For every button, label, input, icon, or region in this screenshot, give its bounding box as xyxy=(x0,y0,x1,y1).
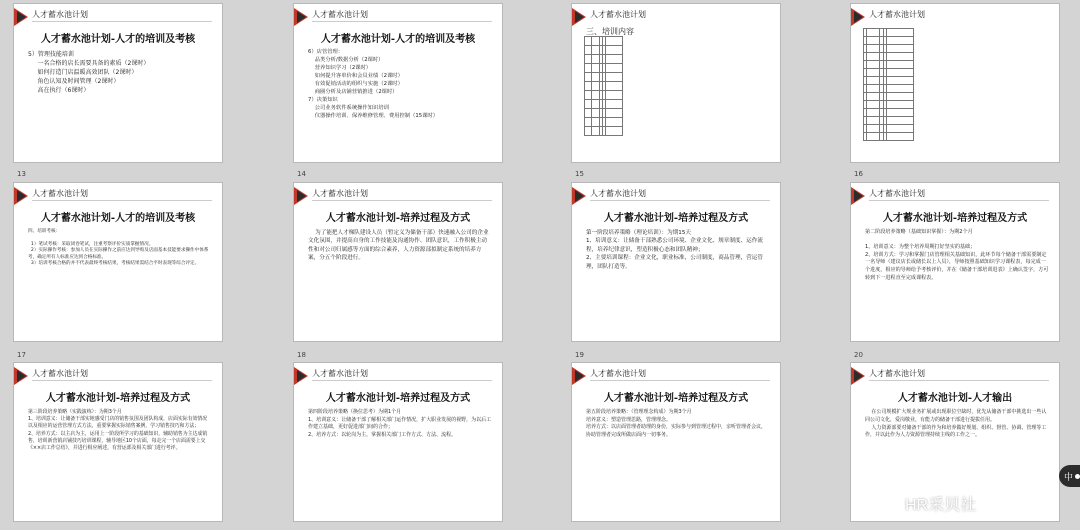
slide-number: 20 xyxy=(854,351,863,359)
slide-header: 人才蓄水池计划 xyxy=(590,10,646,19)
slide-title: 人才蓄水池计划-人才输出 xyxy=(897,393,1013,404)
divider xyxy=(32,200,212,201)
slide-thumbnail-13[interactable] xyxy=(13,182,223,342)
slide-thumbnail-12[interactable] xyxy=(850,3,1060,163)
slide-thumbnail-15[interactable] xyxy=(571,182,781,342)
slide-number: 19 xyxy=(575,351,584,359)
input-method-badge[interactable] xyxy=(1059,465,1080,487)
slide-title: 人才蓄水池计划-培养过程及方式 xyxy=(325,213,471,224)
dark-triangle-icon xyxy=(575,11,584,23)
divider xyxy=(312,21,492,22)
divider xyxy=(312,380,492,381)
dark-triangle-icon xyxy=(297,370,306,382)
slide-title: 人才蓄水池计划-培养过程及方式 xyxy=(325,393,471,404)
slide-body: 为了能把人才梯队建设人员（暂定义为储备干部）快速融入公司的企业文化氛围，并提高自身的工作技能及沟通协作、团队意识，工作积极主动性和对公司归属感等方面的综合素养，人力资源部拟制定系统的培养方案，分五个阶段进行。 xyxy=(308,230,489,262)
slide-title: 人才蓄水池计划-人才的培训及考核 xyxy=(320,34,476,45)
slide-thumbnail-16[interactable] xyxy=(850,182,1060,342)
divider xyxy=(590,380,770,381)
slide-title: 人才蓄水池计划-培养过程及方式 xyxy=(45,393,191,404)
slide-body: 第二阶段培养策略（基础知识掌握）：为期2个月 1、培训意义：为整个培养周期打好坚实的基础； 2、培训方式：学习和掌握门店管理相关基础知识，此环节每个储备干部需要制定一名导师（建议店长或储长以上人员），导师按照基础知识学习课程表，每完成一个进度，相应的导师给予考核评价，并在《储备干部培训进表》上确认签字，方可转到下一进程直至完成课程表。 xyxy=(865,229,1049,281)
slide-header: 人才蓄水池计划 xyxy=(590,189,646,198)
dark-triangle-icon xyxy=(17,190,26,202)
slide-header: 人才蓄水池计划 xyxy=(312,369,368,378)
slide-body: 在公司规模扩大规业务扩展或出现职位空缺时，优先从储备干部中挑选出一些认同公司文化，爱岗敬业，有能力的储备干部进行提拔任用。 人力资源部要对储备干部的作为和培养做好规划、组织、督管、协调、管理等工作，并以此作为人力资源管理持续主线的工作之一。 xyxy=(865,409,1047,439)
slide-subtitle: 三、培训内容 xyxy=(586,27,634,36)
slide-body: 四、培训考核： 1）笔试考核：采取闭卷笔试，注重考察评价实质掌握情况。 2）实际操作考核：参加人员在实际操作之前应达到导购及店面基本技能要求操作中体系考，确定所有人标准应达到合格标准。 3）培训考核合格的并不代表最终考核结果，考核结果需结合平时表现等综合评定。 xyxy=(28,229,209,267)
slide-body: 第三阶段培养策略（实践演练）：为期3个月 1、培训意义：让储备干部实地感受门店的销售氛围及团队构成，店面实际有效情况以及相应的运营管理方式方法，重要掌握实际销售案例，学习销售技巧和方法； 2、培养方式：以主店为主，运用上一阶段所学习的基础知识，辅助销售为主达成销售，培训新营销店铺技巧培训课程，辅导地区10个店面，每走完一个店面需要上交《××店工作总结》，并进行相应阐述，有营运部及相关部门进行考评。 xyxy=(28,409,208,452)
slide-body: 5）管理技能培训 一名合格的店长需要具备的素质（2课时） 如何打造门店温暖高效团队（2课时） 角色认知及时间管理（2课时） 高在执行（6课时） xyxy=(28,51,150,94)
divider xyxy=(312,200,492,201)
divider xyxy=(32,21,212,22)
slide-thumbnail-9[interactable] xyxy=(13,3,223,163)
divider xyxy=(590,200,770,201)
slide-thumbnail-14[interactable] xyxy=(293,182,503,342)
slide-number: 17 xyxy=(17,351,26,359)
slide-header: 人才蓄水池计划 xyxy=(869,10,925,19)
slide-header: 人才蓄水池计划 xyxy=(32,189,88,198)
divider xyxy=(869,200,1049,201)
slide-body: 第五阶段培养策略：（管理理念构成）为期3个月 培养意义：塑造管理思路，管理理念。 培养方式：以店面管理者助理的身份，实际参与到管理过程中，亲听管理者会议，协助管理者完成所做店面内一切事务。 xyxy=(586,409,767,438)
slide-number: 16 xyxy=(854,170,863,178)
dot-icon xyxy=(1075,474,1080,479)
slide-title: 人才蓄水池计划-人才的培训及考核 xyxy=(40,34,196,45)
dark-triangle-icon xyxy=(575,190,584,202)
dark-triangle-icon xyxy=(17,11,26,23)
slide-thumbnail-17[interactable] xyxy=(13,362,223,522)
slide-header: 人才蓄水池计划 xyxy=(869,189,925,198)
slide-number: 14 xyxy=(297,170,306,178)
dark-triangle-icon xyxy=(297,11,306,23)
slide-thumbnail-11[interactable] xyxy=(571,3,781,163)
slide-title: 人才蓄水池计划-培养过程及方式 xyxy=(882,213,1028,224)
training-table xyxy=(584,36,623,136)
slide-body: 6）店管管理： 品类分析/数据分析（2课时） 营养知识学习（2课时） 如何提升客单价和会员业绩（2课时） 有效促销活动的组织与实施（2课时） 商圈分析及店铺营销推进（2课时） 7）决策知识 公司业务软件系统操作知识培训 仪器操作培训、保养维修管理、费用控制（15课时） xyxy=(308,49,439,119)
slide-number: 18 xyxy=(297,351,306,359)
training-table xyxy=(863,28,914,141)
slide-body: 第一阶段培养策略（理论培训）：为期15天 1、培训意义：让储备干部熟悉公司环境、企业文化、规章制度、运作流程，培养纪律意识，塑造积极心态和团队精神； 2、主要培训课程：企业文化，职业标准，公司制度，商品管理，营运管理，团队打造等。 xyxy=(586,230,763,270)
wechat-logo-icon xyxy=(880,494,900,510)
watermark-text: HR采贝社 xyxy=(905,497,977,514)
dark-triangle-icon xyxy=(575,370,584,382)
dark-triangle-icon xyxy=(297,190,306,202)
slide-header: 人才蓄水池计划 xyxy=(312,189,368,198)
dark-triangle-icon xyxy=(854,11,863,23)
slide-header: 人才蓄水池计划 xyxy=(869,369,925,378)
divider xyxy=(32,380,212,381)
slide-title: 人才蓄水池计划-培养过程及方式 xyxy=(603,393,749,404)
slide-body: 第四阶段培养策略（换位思考）为期1个月 1、培训意义：让储备干部了解相关部门运作情况，扩大职业发展的视野，为以后工作建立基础，更好促进部门间的合作； 2、培养方式：以轮岗为主，掌握相关部门工作方式、方法、流程。 xyxy=(308,409,492,438)
slide-number: 15 xyxy=(575,170,584,178)
slide-header: 人才蓄水池计划 xyxy=(32,10,88,19)
slide-title: 人才蓄水池计划-人才的培训及考核 xyxy=(40,213,196,224)
slide-thumbnail-19[interactable] xyxy=(571,362,781,522)
dark-triangle-icon xyxy=(17,370,26,382)
divider xyxy=(869,380,1049,381)
slide-thumbnail-18[interactable] xyxy=(293,362,503,522)
slide-thumbnail-10[interactable] xyxy=(293,3,503,163)
badge-label: 中 xyxy=(1064,472,1074,483)
slide-header: 人才蓄水池计划 xyxy=(312,10,368,19)
slide-title: 人才蓄水池计划-培养过程及方式 xyxy=(603,213,749,224)
dark-triangle-icon xyxy=(854,190,863,202)
slide-header: 人才蓄水池计划 xyxy=(590,369,646,378)
dark-triangle-icon xyxy=(854,370,863,382)
slide-header: 人才蓄水池计划 xyxy=(32,369,88,378)
slide-number: 13 xyxy=(17,170,26,178)
